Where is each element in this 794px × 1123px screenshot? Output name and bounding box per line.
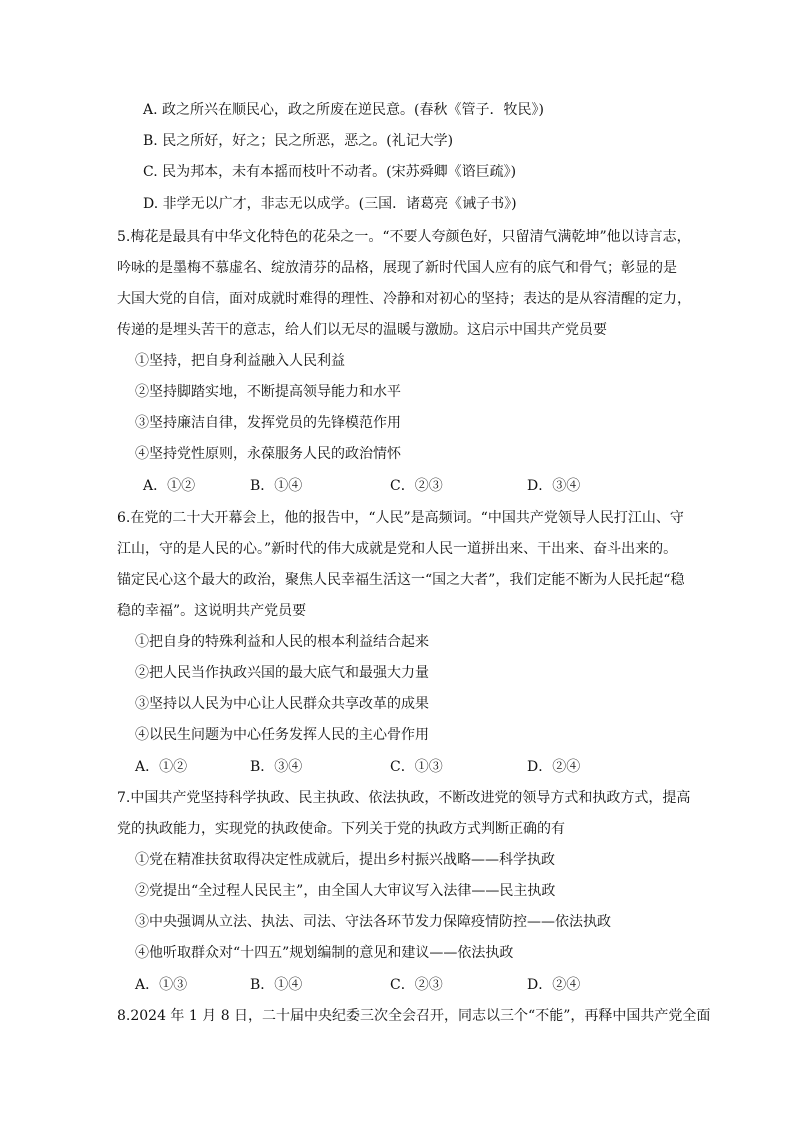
q6-statement-4: ④以民生问题为中心任务发挥人民的主心骨作用 bbox=[135, 727, 429, 743]
q5-statement-3: ③坚持廉洁自律，发挥党员的先锋模范作用 bbox=[135, 415, 401, 431]
q7-choice-b: B．①④ bbox=[250, 977, 303, 993]
q7-choice-c: C．②③ bbox=[390, 977, 443, 993]
q5-choice-c: C．②③ bbox=[390, 478, 443, 494]
q7-stem-line: 党的执政能力，实现党的执政使命。下列关于党的执政方式判断正确的有 bbox=[117, 821, 565, 837]
q6-stem-line: 6.在党的二十大开幕会上，他的报告中，“人民”是高频词。“中国共产党领导人民打江山、守 bbox=[117, 510, 684, 526]
q4-option-b: B. 民之所好，好之；民之所恶，恶之。(礼记大学) bbox=[143, 133, 454, 149]
q6-choice-c: C．①③ bbox=[390, 759, 443, 775]
q5-statement-1: ①坚持，把自身利益融入人民利益 bbox=[135, 353, 345, 369]
q4-option-c: C. 民为邦本，未有本摇而枝叶不动者。(宋苏舜卿《谘巨疏》) bbox=[143, 164, 517, 180]
q7-statement-2: ②党提出“全过程人民民主”，由全国人大审议写入法律——民主执政 bbox=[135, 883, 556, 899]
q5-statement-2: ②坚持脚踏实地，不断提高领导能力和水平 bbox=[135, 384, 401, 400]
q5-choice-b: B．①④ bbox=[250, 478, 303, 494]
q6-statement-2: ②把人民当作执政兴国的最大底气和最强大力量 bbox=[135, 665, 429, 681]
q7-choice-a: A．①③ bbox=[135, 977, 188, 993]
q6-stem-line: 江山，守的是人民的心。”新时代的伟大成就是党和人民一道拼出来、干出来、奋斗出来的。 bbox=[117, 541, 678, 557]
q8-stem-line: 8.2024 年 1 月 8 日，二十届中央纪委三次全会召开，同志以三个“不能”，再释中国共产党全面 bbox=[117, 1008, 711, 1024]
q5-stem-line: 传递的是埋头苦干的意志，给人们以无尽的温暖与激励。这启示中国共产党员要 bbox=[117, 322, 607, 338]
q6-statement-3: ③坚持以人民为中心让人民群众共享改革的成果 bbox=[135, 696, 429, 712]
q7-statement-1: ①党在精准扶贫取得决定性成就后，提出乡村振兴战略——科学执政 bbox=[135, 852, 555, 868]
q6-choice-a: A．①② bbox=[135, 759, 188, 775]
q5-stem-line: 5.梅花是最具有中华文化特色的花朵之一。“不要人夸颜色好，只留清气满乾坤”他以诗言志， bbox=[117, 229, 691, 245]
q5-stem-line: 大国大党的自信，面对成就时难得的理性、冷静和对初心的坚持；表达的是从容清醒的定力， bbox=[117, 291, 691, 307]
q7-statement-4: ④他听取群众对“十四五”规划编制的意见和建议——依法执政 bbox=[135, 945, 514, 961]
q7-statement-3: ③中央强调从立法、执法、司法、守法各环节发力保障疫情防控——依法执政 bbox=[135, 914, 611, 930]
q7-stem-line: 7.中国共产党坚持科学执政、民主执政、依法执政，不断改进党的领导方式和执政方式，提高 bbox=[117, 790, 691, 806]
q5-choice-d: D．③④ bbox=[527, 478, 581, 494]
q5-choice-a: A．①② bbox=[143, 478, 196, 494]
q4-option-d: D. 非学无以广才，非志无以成学。(三国．诸葛亮《诫子书》) bbox=[143, 196, 517, 212]
q5-statement-4: ④坚持党性原则，永葆服务人民的政治情怀 bbox=[135, 446, 401, 462]
q7-choice-d: D．②④ bbox=[527, 977, 581, 993]
q6-choice-b: B．③④ bbox=[250, 759, 303, 775]
q6-stem-line: 稳的幸福”。这说明共产党员要 bbox=[117, 603, 307, 619]
q5-stem-line: 吟咏的是墨梅不慕虚名、绽放清芬的品格，展现了新时代国人应有的底气和骨气；彰显的是 bbox=[117, 260, 677, 276]
q6-stem-line: 锚定民心这个最大的政治，聚焦人民幸福生活这一“国之大者”，我们定能不断为人民托起“稳 bbox=[117, 572, 685, 588]
q6-choice-d: D．②④ bbox=[527, 759, 581, 775]
q6-statement-1: ①把自身的特殊利益和人民的根本利益结合起来 bbox=[135, 634, 429, 650]
q4-option-a: A. 政之所兴在顺民心，政之所废在逆民意。(春秋《管子．牧民》) bbox=[143, 102, 544, 118]
